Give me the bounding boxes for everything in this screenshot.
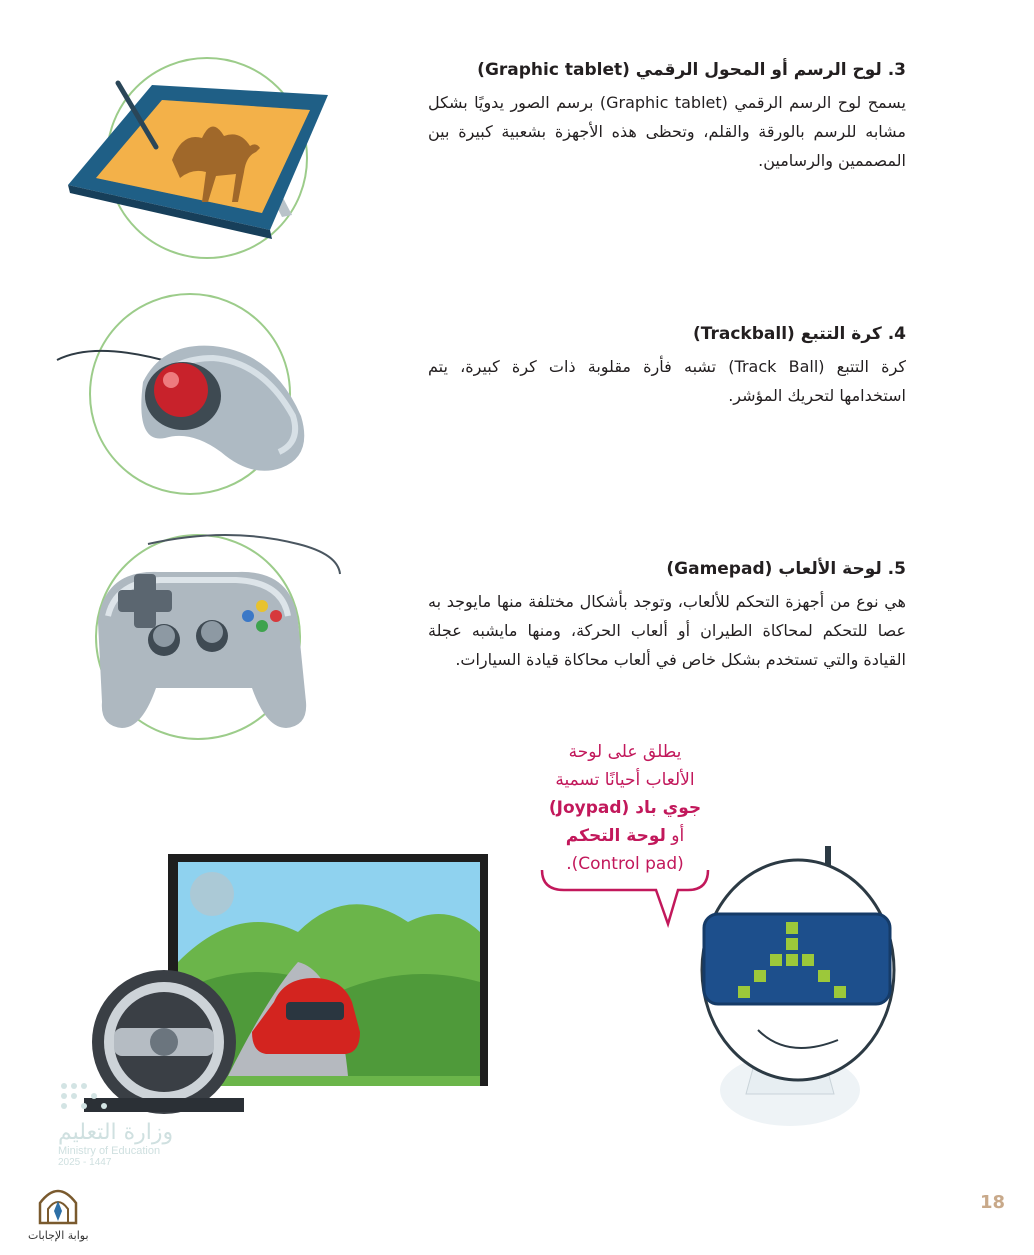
section-trackball: [428, 324, 906, 410]
section-body: كرة التتبع (Track Ball) تشبه فأرة مقلوبة ذات كرة كبيرة، يتم استخدامها لتحريك المؤشر.: [428, 357, 907, 405]
callout-line: الألعاب أحيانًا تسمية: [555, 770, 695, 790]
section-gamepad: [428, 559, 906, 674]
section-body: يسمح لوح الرسم الرقمي (Graphic tablet) برسم الصور يدويًا بشكل مشابه للرسم بالورقة والقلم، وتحظى هذه الأجهزة بشعبية كبيرة بين المصممين والرسامين.: [428, 93, 906, 170]
section-heading: 5. لوحة الألعاب (Gamepad): [666, 559, 906, 579]
section-heading: 3. لوح الرسم أو المحول الرقمي (Graphic tablet): [477, 60, 906, 80]
graphic-tablet-illustration: [60, 55, 350, 265]
portal-label: بوابة الإجابات: [28, 1229, 89, 1242]
callout-strong: لوحة التحكم: [565, 826, 666, 846]
ministry-logo-dots-icon: [58, 1080, 168, 1116]
ministry-english-name: Ministry of Education: [58, 1145, 161, 1157]
callout-line: (Control pad).: [566, 854, 684, 874]
ministry-arabic-name: وزارة التعليم: [58, 1120, 174, 1145]
robot-illustration: [698, 840, 898, 1135]
portal-arch-icon: [36, 1185, 80, 1225]
section-body: هي نوع من أجهزة التحكم للألعاب، وتوجد بأشكال مختلفة منها مايوجد به عصا للتحكم لمحاكاة الطيران أو ألعاب الحركة، ومنها مايشبه عجلة القيادة والتي تستخدم بشكل خاص في ألعاب محاكاة قيادة السيارات.: [428, 592, 906, 669]
ministry-years: 2025 - 1447: [58, 1157, 112, 1168]
portal-logo[interactable]: [28, 1185, 89, 1242]
page-number: 18: [980, 1192, 1006, 1213]
callout-line: يطلق على لوحة: [568, 742, 682, 762]
trackball-illustration: [55, 292, 305, 502]
callout-prefix: أو: [665, 826, 685, 846]
section-heading: 4. كرة التتبع (Trackball): [692, 324, 906, 344]
section-graphic-tablet: [428, 60, 906, 175]
ministry-watermark: [58, 1080, 173, 1168]
callout-line-strong: جوي باد (Joypad): [548, 798, 702, 818]
gamepad-illustration: [88, 530, 348, 745]
